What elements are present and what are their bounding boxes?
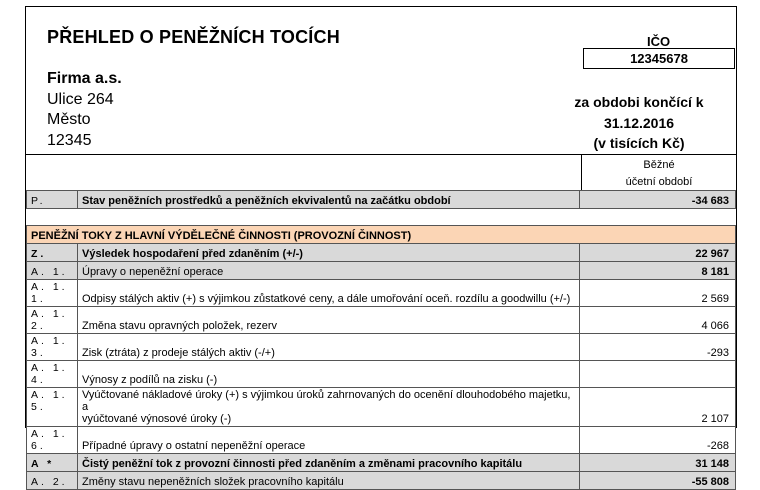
row-label: Úpravy o nepeněžní operace: [78, 262, 580, 280]
row-value: -293: [580, 334, 736, 361]
row-value: 22 967: [580, 244, 736, 262]
row-value: 2 569: [580, 280, 736, 307]
row-label: Změna stavu opravných položek, rezerv: [78, 307, 580, 334]
row-label: Změny stavu nepeněžních složek pracovního kapitálu: [78, 472, 580, 490]
table-row: [27, 427, 736, 454]
spacer-row: [27, 209, 736, 226]
row-label-line2: vyúčtované výnosové úroky (-): [82, 413, 232, 425]
company-city: Město: [47, 111, 91, 128]
row-label: Čistý peněžní tok z provozní činnosti před zdaněním a změnami pracovního kapitálu: [78, 454, 580, 472]
row-label: Odpisy stálých aktiv (+) s výjimkou zůstatkové ceny, a dále umořování oceň. rozdílu a goodwillu (+/-): [78, 280, 580, 307]
table-row: [27, 388, 736, 427]
row-code: A. 1. 2.: [27, 307, 78, 334]
row-value: [580, 361, 736, 388]
row-label-line1: Vyúčtované nákladové úroky (+) s výjimkou úroků zahrnovaných do ocenění dlouhodobého majetku, a: [82, 389, 571, 413]
ico-value: 12345678: [583, 48, 735, 69]
company-block: [47, 69, 122, 151]
section-title: PENĚŽNÍ TOKY Z HLAVNÍ VÝDĚLEČNÉ ČINNOSTI (PROVOZNÍ ČINNOST): [27, 226, 736, 244]
row-code: A. 2.: [27, 472, 78, 490]
page-title: PŘEHLED O PENĚŽNÍCH TOCÍCH: [47, 27, 340, 47]
table-row: [27, 262, 736, 280]
table-row: [27, 244, 736, 262]
row-value: -268: [580, 427, 736, 454]
period-line: za obdobi končící k: [574, 94, 704, 110]
company-name: Firma a.s.: [47, 70, 122, 87]
row-value: -55 808: [580, 472, 736, 490]
cash-flow-sheet: [25, 6, 737, 488]
table-row: [27, 307, 736, 334]
row-value: -34 683: [580, 191, 736, 209]
row-code: A *: [27, 454, 78, 472]
row-code: A. 1. 5.: [27, 388, 78, 427]
row-label: Výnosy z podílů na zisku (-): [78, 361, 580, 388]
divider: [26, 154, 736, 155]
section-header: [27, 226, 736, 244]
company-zip: 12345: [47, 131, 92, 149]
row-code: A. 1. 4.: [27, 361, 78, 388]
row-code: A. 1.: [27, 262, 78, 280]
row-label: Případné úpravy o ostatní nepeněžní operace: [78, 427, 580, 454]
row-code: A. 1. 6.: [27, 427, 78, 454]
row-label: Zisk (ztráta) z prodeje stálých aktiv (-/+): [78, 334, 580, 361]
company-street: Ulice 264: [47, 90, 114, 108]
row-value: 31 148: [580, 454, 736, 472]
row-value: 2 107: [580, 388, 736, 427]
period-units: (v tisících Kč): [593, 135, 685, 151]
table-row: [27, 191, 736, 209]
row-value: 4 066: [580, 307, 736, 334]
column-header: [582, 157, 736, 191]
row-label: [78, 388, 580, 427]
period-block: [554, 92, 724, 154]
cash-flow-table: [26, 190, 736, 490]
row-code: A. 1. 3.: [27, 334, 78, 361]
row-label: Stav peněžních prostředků a peněžních ekvivalentů na začátku období: [78, 191, 580, 209]
row-value: 8 181: [580, 262, 736, 280]
table-row: [27, 472, 736, 490]
table-row: [27, 454, 736, 472]
row-label: Výsledek hospodaření před zdaněním (+/-): [78, 244, 580, 262]
column-header-line2: účetní období: [625, 176, 693, 188]
period-date: 31.12.2016: [603, 114, 675, 131]
row-code: Z.: [27, 244, 78, 262]
table-row: [27, 361, 736, 388]
row-code: P.: [27, 191, 78, 209]
table-row: [27, 334, 736, 361]
row-code: A. 1. 1.: [27, 280, 78, 307]
column-header-line1: Běžné: [643, 159, 675, 171]
table-row: [27, 280, 736, 307]
ico-label: IČO: [647, 34, 671, 49]
